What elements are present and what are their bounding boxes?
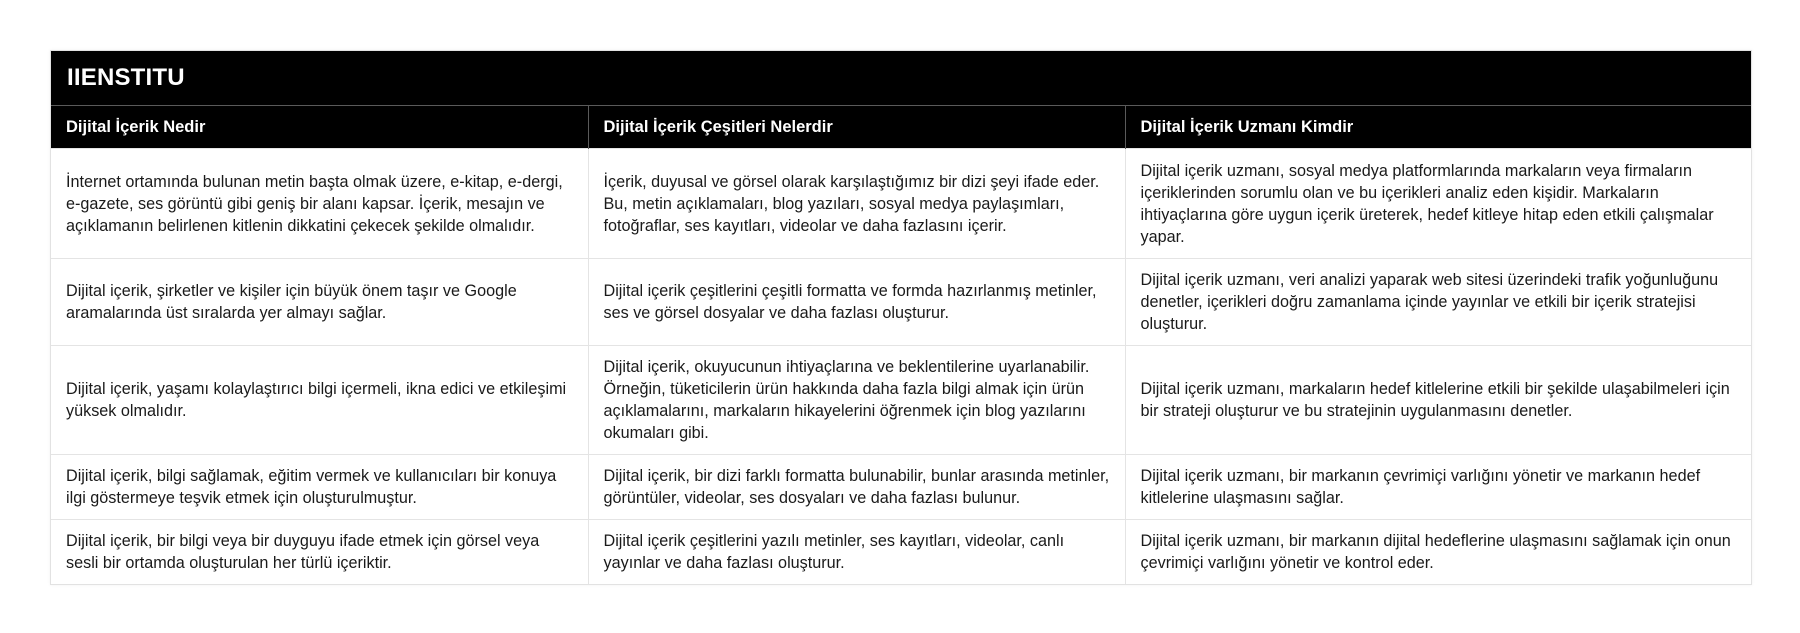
table-cell: Dijital içerik uzmanı, veri analizi yaparak web sitesi üzerindeki trafik yoğunluğunu denetler, içerikleri doğru zamanlama içinde yayınlar ve etkili bir içerik stratejisi oluşturur. (1125, 259, 1751, 346)
table-cell: Dijital içerik, şirketler ve kişiler için büyük önem taşır ve Google aramalarında üst sıralarda yer almayı sağlar. (51, 259, 588, 346)
table-cell: Dijital içerik, bilgi sağlamak, eğitim vermek ve kullanıcıları bir konuya ilgi göstermeye teşvik etmek için oluşturulmuştur. (51, 455, 588, 520)
table-cell: Dijital içerik, bir bilgi veya bir duyguyu ifade etmek için görsel veya sesli bir ortamda oluşturulan her türlü içeriktir. (51, 520, 588, 585)
content-table-card (50, 50, 1752, 585)
comparison-table (51, 105, 1751, 584)
table-row (51, 149, 1751, 259)
table-cell: Dijital içerik uzmanı, bir markanın dijital hedeflerine ulaşmasını sağlamak için onun çevrimiçi varlığını yönetir ve kontrol eder. (1125, 520, 1751, 585)
column-header: Dijital İçerik Nedir (51, 106, 588, 149)
column-header: Dijital İçerik Uzmanı Kimdir (1125, 106, 1751, 149)
table-cell: Dijital içerik uzmanı, markaların hedef kitlelerine etkili bir şekilde ulaşabilmeleri için bir strateji oluşturur ve bu stratejinin uygulanmasını denetler. (1125, 346, 1751, 455)
table-cell: Dijital içerik, okuyucunun ihtiyaçlarına ve beklentilerine uyarlanabilir. Örneğin, tüketicilerin ürün hakkında daha fazla bilgi almak için ürün açıklamalarını, markaların hikayelerini öğrenmek için blog yazılarını okumaları gibi. (588, 346, 1125, 455)
table-row (51, 346, 1751, 455)
table-cell: Dijital içerik çeşitlerini yazılı metinler, ses kayıtları, videolar, canlı yayınlar ve daha fazlası oluşturur. (588, 520, 1125, 585)
table-row (51, 259, 1751, 346)
table-cell: Dijital içerik uzmanı, sosyal medya platformlarında markaların veya firmaların içeriklerinden sorumlu olan ve bu içerikleri analiz eden kişidir. Markaların ihtiyaçlarına göre uygun içerik üreterek, hedef kitleye hitap eden etkili çalışmalar yapar. (1125, 149, 1751, 259)
column-header: Dijital İçerik Çeşitleri Nelerdir (588, 106, 1125, 149)
brand-title: IIENSTITU (51, 51, 1751, 105)
table-cell: Dijital içerik çeşitlerini çeşitli formatta ve formda hazırlanmış metinler, ses ve görsel dosyalar ve daha fazlası oluşturur. (588, 259, 1125, 346)
table-row (51, 520, 1751, 585)
table-cell: İnternet ortamında bulunan metin başta olmak üzere, e-kitap, e-dergi, e-gazete, ses görüntü gibi geniş bir alanı kapsar. İçerik, mesajın ve açıklamanın belirlenen kitlenin dikkatini çekecek şekilde olmalıdır. (51, 149, 588, 259)
table-cell: Dijital içerik, bir dizi farklı formatta bulunabilir, bunlar arasında metinler, görüntüler, videolar, ses dosyaları ve daha fazlası bulunur. (588, 455, 1125, 520)
table-header-row (51, 106, 1751, 149)
table-cell: İçerik, duyusal ve görsel olarak karşılaştığımız bir dizi şeyi ifade eder. Bu, metin açıklamaları, blog yazıları, sosyal medya paylaşımları, fotoğraflar, ses kayıtları, videolar ve daha fazlasını içerir. (588, 149, 1125, 259)
table-cell: Dijital içerik uzmanı, bir markanın çevrimiçi varlığını yönetir ve markanın hedef kitlelerine ulaşmasını sağlar. (1125, 455, 1751, 520)
table-cell: Dijital içerik, yaşamı kolaylaştırıcı bilgi içermeli, ikna edici ve etkileşimi yüksek olmalıdır. (51, 346, 588, 455)
table-row (51, 455, 1751, 520)
